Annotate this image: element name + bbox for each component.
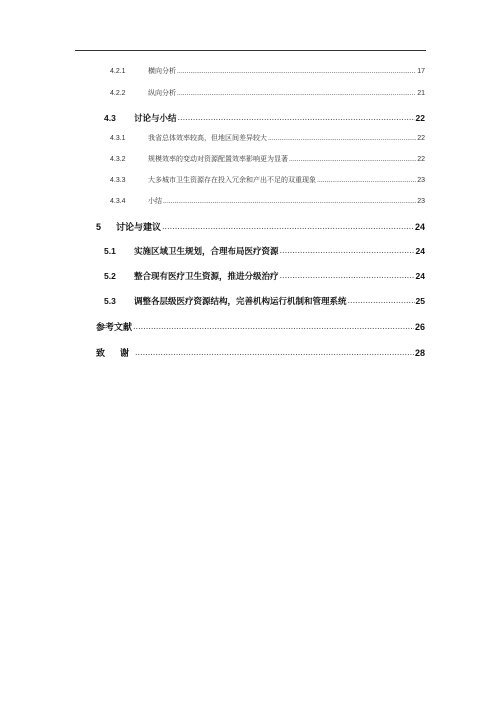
toc-page-number: 24: [415, 271, 425, 281]
toc-page-number: 23: [417, 198, 425, 205]
toc-page-number: 22: [417, 156, 425, 163]
toc-page-number: 22: [417, 135, 425, 142]
dot-leader: [177, 88, 416, 98]
dot-leader: [268, 133, 416, 143]
toc-number: 4.3.3: [110, 177, 126, 184]
dot-leader: [289, 154, 416, 164]
toc-entry-4-2-1[interactable]: [110, 66, 425, 76]
toc-page-number: 23: [417, 177, 425, 184]
toc-number: 4.2.1: [110, 68, 126, 75]
toc-number: 5.2: [104, 271, 116, 281]
toc-entry-4-3-2[interactable]: [110, 154, 425, 164]
dot-leader: [348, 295, 415, 307]
toc-page-number: 26: [414, 322, 425, 332]
toc-entry-4-2-2[interactable]: [110, 88, 425, 98]
toc-title: 讨论与建议: [116, 223, 162, 233]
toc-page-number: 24: [414, 222, 425, 232]
toc-title: 大多城市卫生资源存在投入冗余和产出不足的双重现象: [148, 176, 316, 184]
toc-number: 4.2.2: [110, 90, 126, 97]
toc-title: 我省总体效率较高，但地区间差异较大: [148, 134, 267, 142]
toc-entry-5[interactable]: [96, 220, 425, 233]
toc-number: 4.3: [104, 113, 116, 123]
toc-title: 实施区域卫生规划，合理布局医疗资源: [134, 247, 279, 257]
toc-entry-4-3-4[interactable]: [110, 196, 425, 206]
toc-number: 4.3.2: [110, 156, 126, 163]
toc-entry-acknowledgements[interactable]: [96, 346, 425, 359]
toc-entry-5-1[interactable]: [104, 245, 425, 257]
toc-title: 横向分析: [148, 67, 176, 75]
toc-title: 整合现有医疗卫生资源，推进分级治疗: [134, 272, 279, 282]
toc-page-number: 17: [417, 68, 425, 75]
toc-entry-5-2[interactable]: [104, 270, 425, 282]
toc-page-number: 24: [415, 246, 425, 256]
toc-number: 5.3: [104, 296, 116, 306]
dot-leader: [163, 196, 416, 206]
toc-title: 致 谢: [96, 349, 133, 359]
toc-page-number: 22: [415, 113, 425, 123]
toc-entry-4-3-3[interactable]: [110, 175, 425, 185]
dot-leader: [178, 112, 415, 124]
toc-title: 规模效率的变动对资源配置效率影响更为显著: [148, 155, 288, 163]
toc-title: 讨论与小结: [134, 114, 177, 124]
dot-leader: [280, 270, 415, 282]
toc-entry-4-3[interactable]: [104, 112, 425, 124]
toc-number: 5: [96, 222, 102, 232]
dot-leader: [133, 320, 414, 333]
dot-leader: [162, 220, 414, 233]
toc-title: 调整各层级医疗资源结构，完善机构运行机制和管理系统: [134, 297, 347, 307]
dot-leader: [317, 175, 416, 185]
toc-page-number: 28: [414, 348, 425, 358]
toc-number: 4.3.1: [110, 135, 126, 142]
toc-title: 纵向分析: [148, 89, 176, 97]
toc-page-number: 25: [415, 296, 425, 306]
toc-title: 小结: [148, 197, 162, 205]
toc-title: 参考文献: [96, 323, 133, 333]
toc-number: 4.3.4: [110, 198, 126, 205]
toc-entry-references[interactable]: [96, 320, 425, 333]
toc-entry-5-3[interactable]: [104, 295, 425, 307]
dot-leader: [280, 245, 415, 257]
dot-leader: [177, 66, 416, 76]
toc-number: 5.1: [104, 246, 116, 256]
toc-entry-4-3-1[interactable]: [110, 133, 425, 143]
dot-leader: [135, 346, 414, 359]
toc-page-number: 21: [417, 90, 425, 97]
